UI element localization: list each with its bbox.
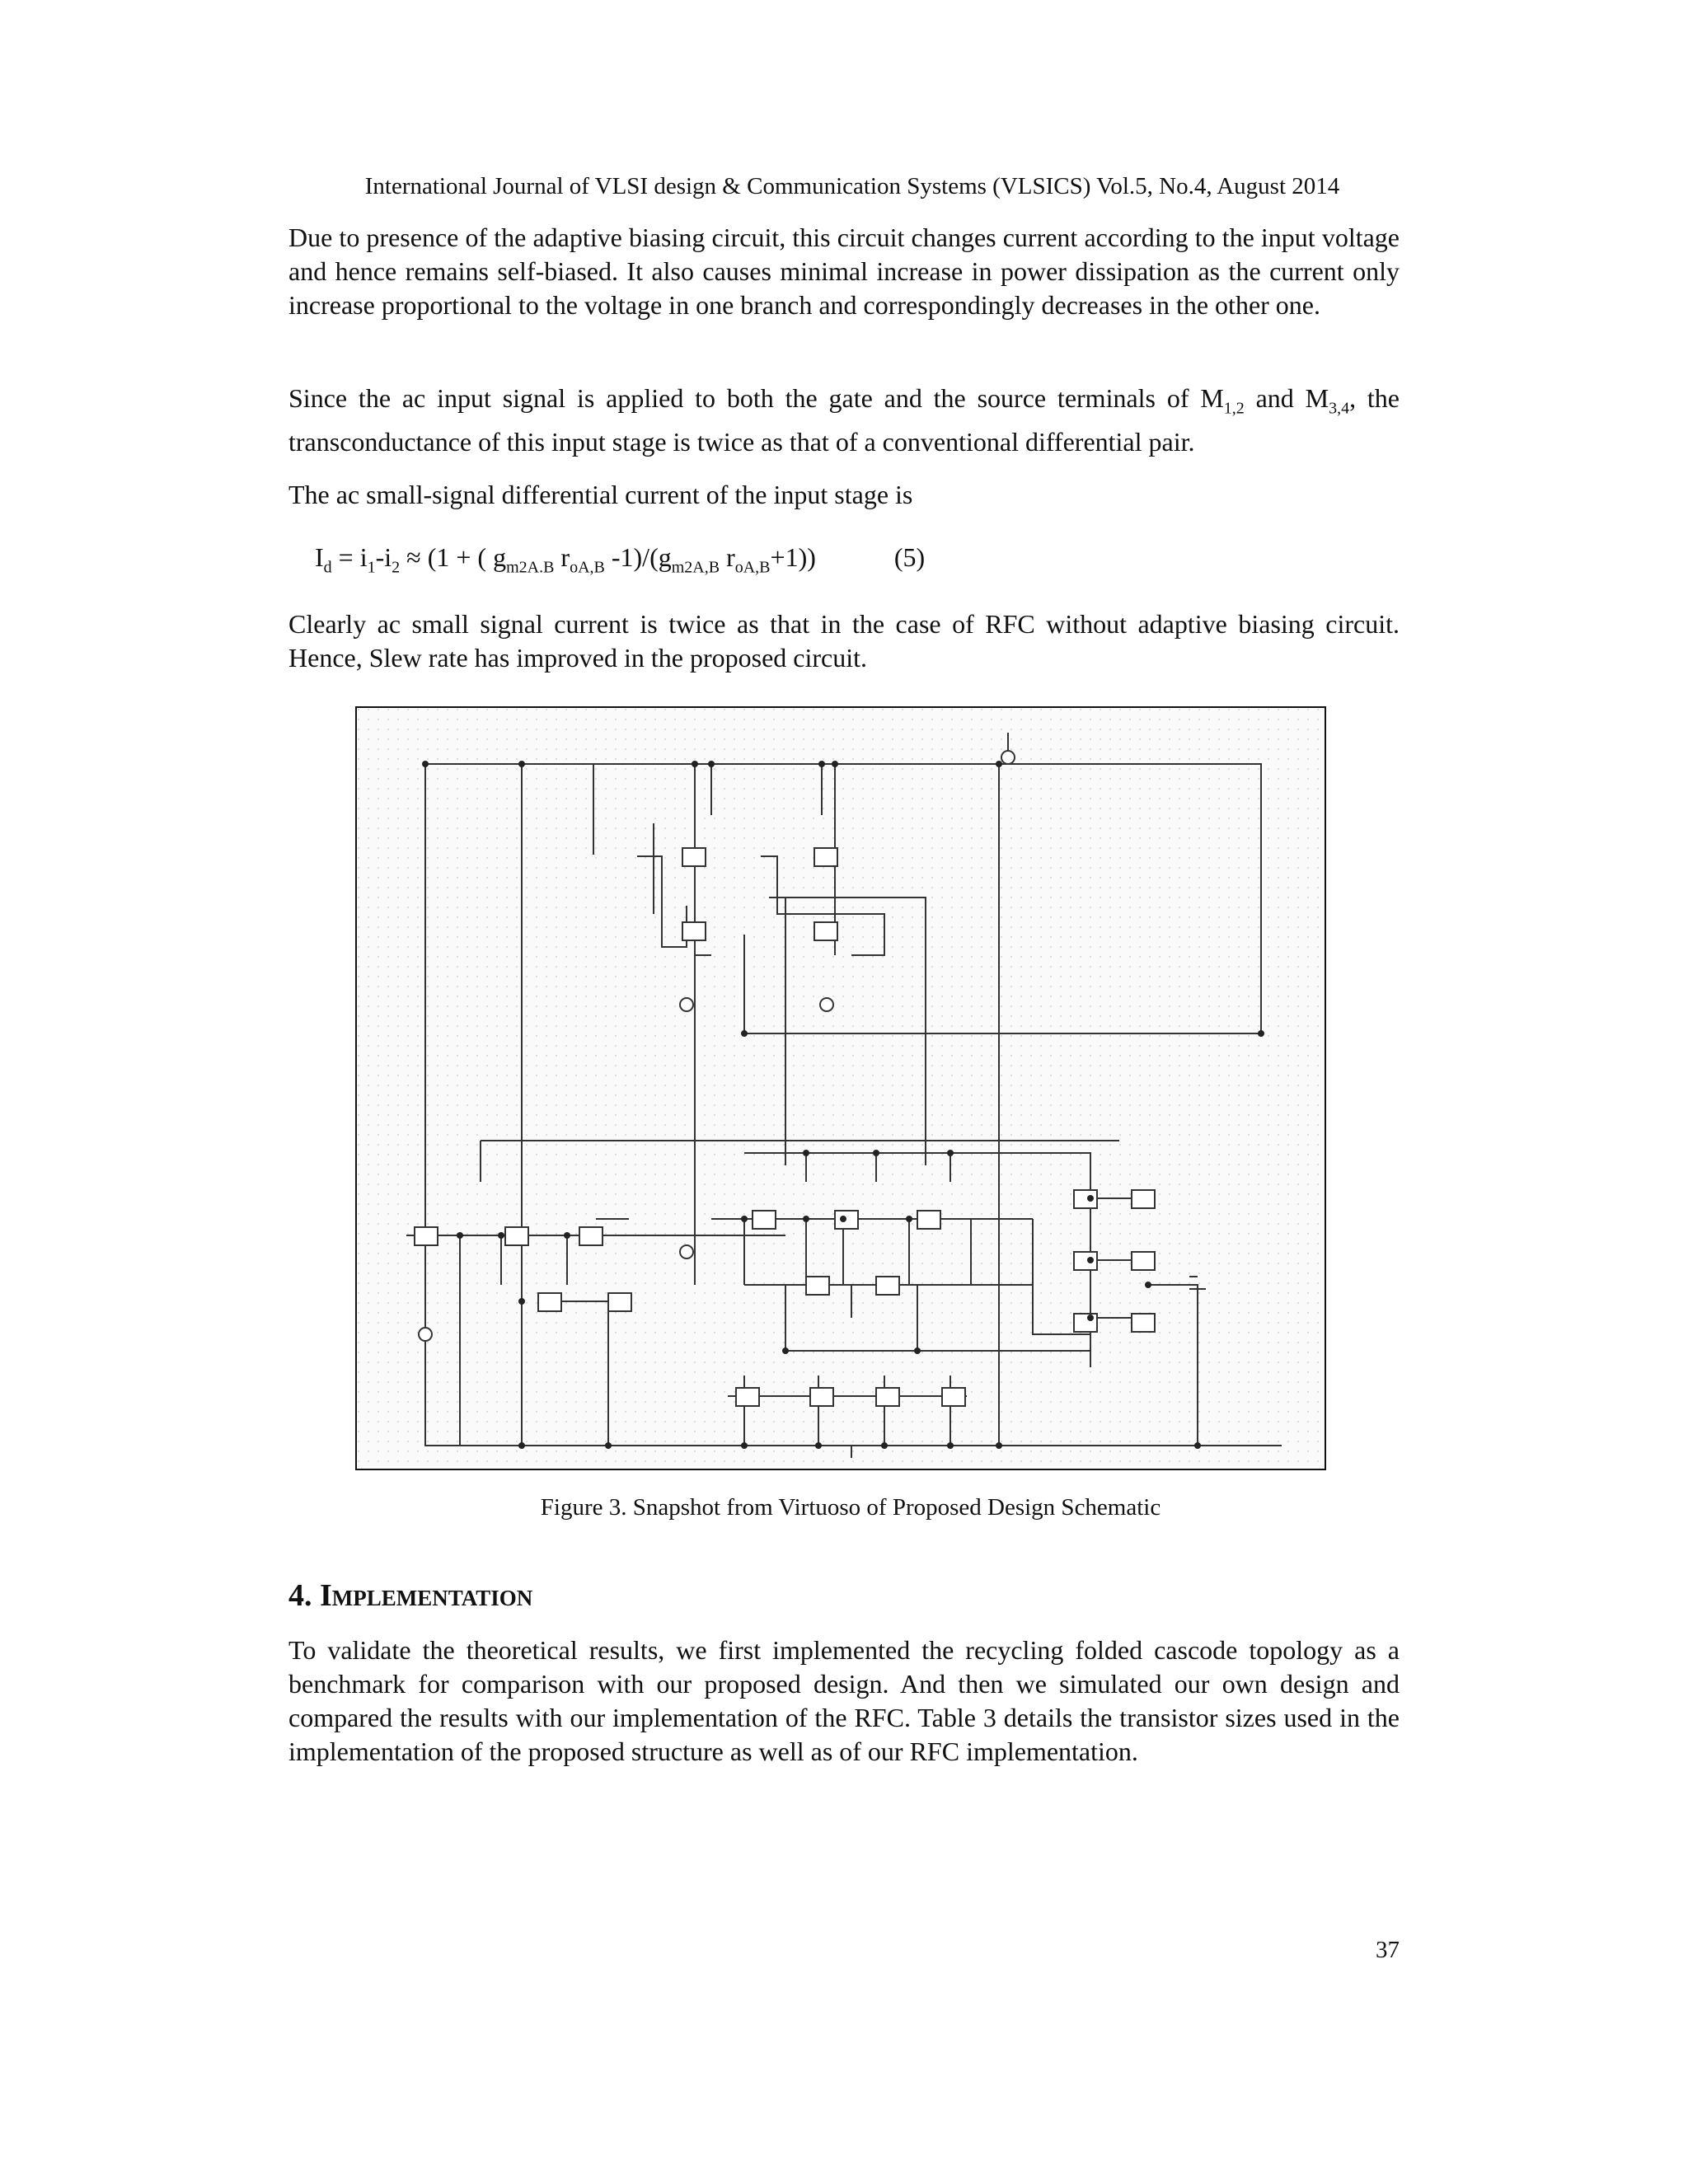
equation-number: (5) <box>893 542 926 572</box>
paragraph-slew-rate: Clearly ac small signal current is twice as that in the case of RFC without adaptive biasing circuit. Hence, Slew rate has improved in the proposed circuit. <box>288 609 1400 673</box>
figure-caption: Figure 3. Snapshot from Virtuoso of Proposed Design Schematic <box>540 1494 1161 1521</box>
paragraph-differential-current: The ac small-signal differential current of the input stage is <box>288 480 913 509</box>
running-head: International Journal of VLSI design & Communication Systems (VLSICS) Vol.5, No.4, August 2014 <box>364 173 1340 199</box>
schematic-image <box>357 708 1325 1469</box>
page-number: 37 <box>1376 1937 1400 1963</box>
section-heading: 4. Implementation <box>288 1578 533 1613</box>
schematic-figure <box>355 706 1326 1470</box>
equation-5: $I_d = i_1-i_2 \approx (1$ + ( $g_{m2A.B}$ $r_{oA,B}$ $-1)/(g_{m2A,B}$ $r_{oA,B}+1$)) (5) <box>315 542 926 577</box>
paragraph-implementation: To validate the theoretical results, we first implemented the recycling folded cascode topology as a benchmark for comparison with our proposed design. And then we simulated our own design and compared the results with our implementation of the RFC. Table 3 details the transistor sizes used in the implementation of the proposed structure as well as of our RFC implementation. <box>288 1635 1400 1766</box>
paragraph-transconductance: Since the ac input signal is applied to both the gate and the source terminals of $M_{1,2}$ and $M_{3,4}$, the transconductance of this input stage is twice as that of a conventional differential pair. <box>288 383 1400 457</box>
paragraph-adaptive-biasing: Due to presence of the adaptive biasing circuit, this circuit changes current according to the input voltage and hence remains self-biased. It also causes minimal increase in power dissipation as the current only increase proportional to the voltage in one branch and correspondingly decreases in the other one. <box>288 223 1400 320</box>
